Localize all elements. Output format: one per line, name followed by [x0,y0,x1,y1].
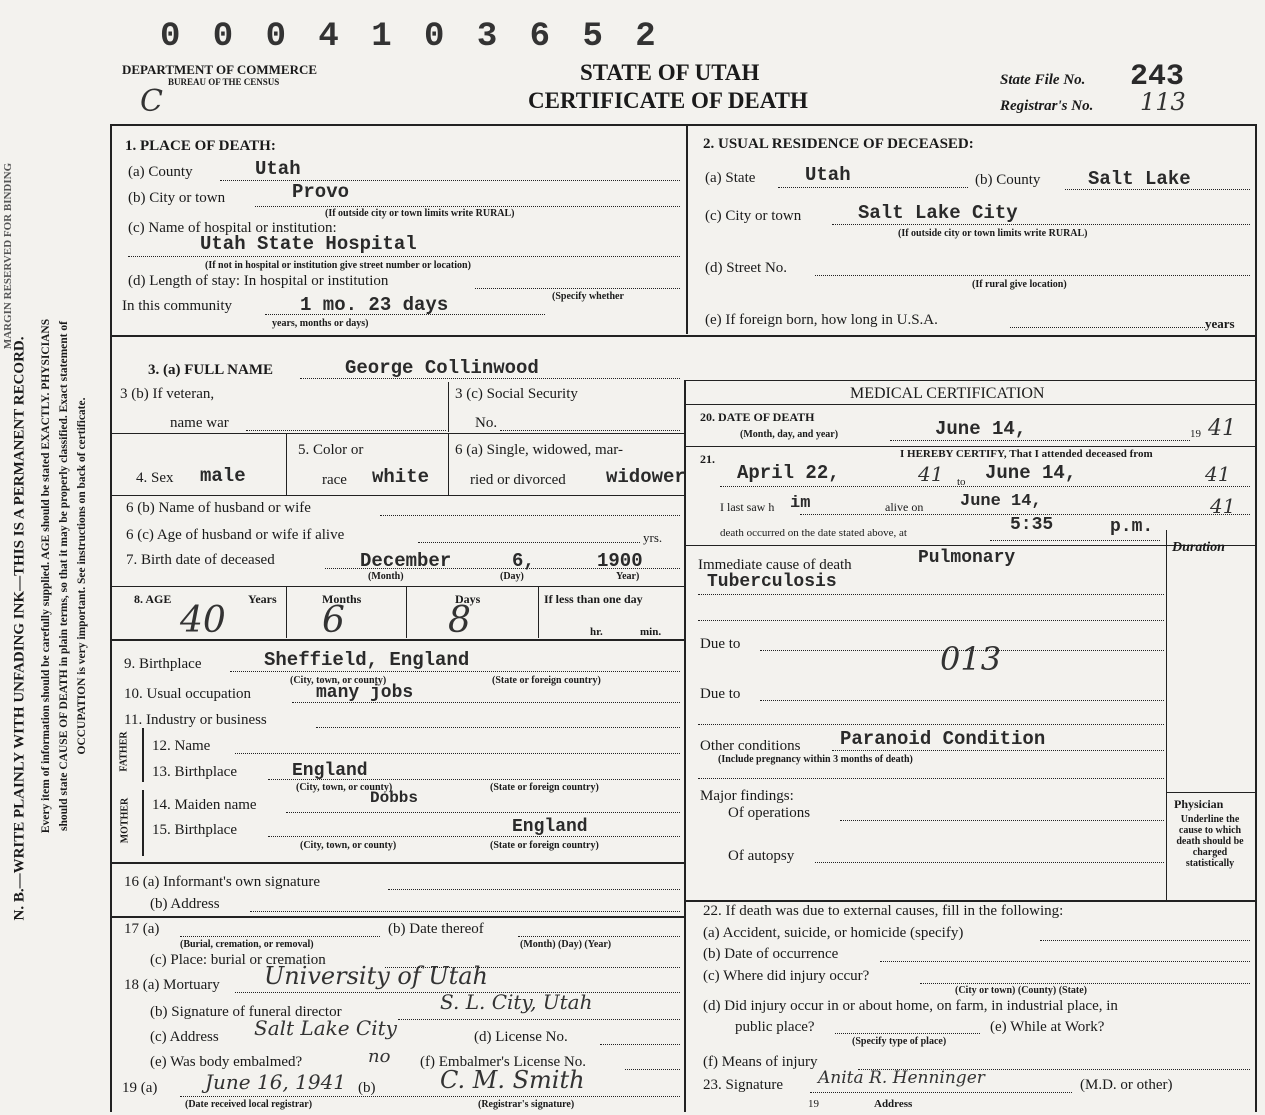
certify-number: 21. [700,452,715,466]
registrar-cap: (Registrar's signature) [478,1099,575,1110]
place-title: 1. PLACE OF DEATH: [125,138,276,154]
divider-row1 [110,335,1257,337]
mortuary-label: 18 (a) Mortuary [124,977,220,993]
social-security-label: 3 (c) Social Security [455,386,578,402]
underline-note: Underline the cause to which death should be charged statistically [1176,814,1244,869]
signature-address: Address [874,1098,913,1110]
father-birthplace-value: England [292,761,368,781]
father-name-label: 12. Name [152,738,211,754]
age-label: 8. AGE [134,592,172,606]
mortuary-value: University of Utah [264,962,489,990]
birth-month-cap: (Month) [368,571,404,582]
state-file-label: State File No. [1000,72,1086,88]
death-year: 41 [1208,416,1236,441]
last-saw-label: I last saw h [720,500,775,514]
physician-signature: Anita R. Henninger [818,1068,985,1088]
received-date: June 16, 1941 [205,1070,347,1094]
bureau-label: BUREAU OF THE CENSUS [168,77,280,87]
at-work-label: (e) While at Work? [990,1019,1105,1035]
war-label: name war [170,415,229,431]
burial-cap: (Burial, cremation, or removal) [180,939,314,950]
residence-years: years [1205,316,1235,331]
operations-label: Of operations [728,805,811,821]
place-specify: (Specify whether [552,291,624,302]
burial-date-label: (b) Date thereof [388,921,484,937]
other-conditions-note: (Include pregnancy within 3 months of death) [718,754,913,765]
residence-county-label: (b) County [975,172,1041,188]
father-city-cap: (City, town, or county) [296,782,393,793]
alive-date: June 14, [960,492,1042,511]
place-city-note: (If outside city or town limits write RURAL) [325,208,515,219]
occupation-label: 10. Usual occupation [124,686,252,702]
where-cap: (City or town) (County) (State) [955,985,1088,996]
attended-to-label: to [957,476,966,488]
burial-place-label: (c) Place: burial or cremation [150,952,326,968]
public-place-label: public place? [735,1019,815,1035]
place-stay-value: 1 mo. 23 days [300,294,449,316]
burial-mdy-cap: (Month) (Day) (Year) [520,939,612,950]
other-conditions-value: Paranoid Condition [840,728,1046,750]
attended-to-year: 41 [1205,462,1231,486]
attended-to: June 14, [985,462,1077,484]
registrar-signature: C. M. Smith [440,1066,585,1094]
handwritten-mark: C [140,84,163,119]
registrar-b-label: (b) [358,1080,376,1096]
document-title: CERTIFICATE OF DEATH [528,88,808,113]
place-community-label: In this community [122,298,232,314]
side-note-line4: OCCUPATION is very important. See instructions on back of certificate. [76,397,88,755]
age-months-value: 6 [322,600,345,641]
residence-city-value: Salt Lake City [858,202,1018,224]
death-pm: p.m. [1110,517,1154,537]
yrs-label: yrs. [643,530,663,545]
age-years-cap: Years [248,592,277,606]
divider-top [686,124,688,334]
external-causes-label: 22. If death was due to external causes, fill in the following: [703,903,1064,919]
social-security-no: No. [475,415,498,431]
place-county-label: (a) County [128,164,193,180]
age-months-cap: Months [322,592,362,606]
spouse-age-label: 6 (c) Age of husband or wife if alive [126,527,345,543]
sex-label: 4. Sex [136,470,174,486]
side-note-line2: Every item of information should be carefully supplied. AGE should be stated EXACTLY. PHYSICIANS [40,318,52,834]
department-label: DEPARTMENT OF COMMERCE [122,62,318,77]
received-label: 19 (a) [122,1080,158,1096]
signature-19: 19 [808,1098,819,1110]
physician-label: Physician [1174,797,1224,811]
registrar-number: 113 [1140,88,1186,116]
full-name-label: 3. (a) FULL NAME [148,362,273,378]
birthplace-value: Sheffield, England [264,649,470,671]
autopsy-label: Of autopsy [728,848,795,864]
specify-place-cap: (Specify type of place) [852,1036,947,1047]
place-county-value: Utah [255,158,301,180]
death-19: 19 [1190,428,1201,440]
duration-label: Duration [1172,540,1225,555]
frame-top [110,124,1257,126]
license-label: (d) License No. [474,1029,568,1045]
age-less-day: If less than one day [544,592,643,606]
age-days-value: 8 [448,600,471,641]
accident-label: (a) Accident, suicide, or homicide (specify) [703,925,964,941]
mortuary-address-label: (c) Address [150,1029,219,1045]
frame-left [110,124,112,1112]
mother-state-cap: (State or foreign country) [490,840,599,851]
mortuary-address-value: Salt Lake City [254,1016,397,1040]
birth-day-cap: (Day) [500,571,524,582]
side-note-main: N. B.—WRITE PLAINLY WITH UNFADING INK—THIS IS A PERMANENT RECORD. [11,336,28,921]
embalmed-label: (e) Was body embalmed? [150,1054,303,1070]
birthplace-city-cap: (City, town, or county) [290,675,387,686]
place-hospital-note: (If not in hospital or institution give street number or location) [205,260,471,271]
attended-from: April 22, [737,462,840,484]
mother-maiden-value: Dobbs [370,789,419,807]
death-date-value: June 14, [935,418,1027,440]
received-cap: (Date received local registrar) [185,1099,313,1110]
age-min: min. [640,626,662,638]
last-saw-him: im [790,494,811,513]
birthplace-label: 9. Birthplace [124,656,202,672]
side-note-line3: should state CAUSE OF DEATH in plain terms, so that it may be properly classified. Exact statement of [58,321,70,831]
occurrence-label: (b) Date of occurrence [703,946,839,962]
birth-day: 6, [512,550,535,572]
death-date-cap: (Month, day, and year) [740,429,839,440]
due-to-1: Due to [700,636,741,652]
birth-year: 1900 [597,550,643,572]
cause-value-2: Tuberculosis [707,572,837,592]
attended-from-year: 41 [918,462,944,486]
residence-city-note: (If outside city or town limits write RURAL) [898,228,1088,239]
certify-text: I HEREBY CERTIFY, That I attended deceased from [900,448,1153,460]
state-title: STATE OF UTAH [580,60,760,85]
birthplace-state-cap: (State or foreign country) [492,675,601,686]
burial-label: 17 (a) [124,921,160,937]
death-occurred-label: death occurred on the date stated above, at [720,527,907,539]
death-date-label: 20. DATE OF DEATH [700,410,815,424]
alive-on-label: alive on [885,500,924,514]
residence-county-value: Salt Lake [1088,168,1191,190]
age-years-value: 40 [180,600,226,641]
occupation-value: many jobs [316,683,414,703]
residence-state-value: Utah [805,164,851,186]
mother-label: MOTHER [119,797,131,844]
birth-year-cap: Year) [616,571,640,582]
age-hr: hr. [590,626,603,638]
residence-city-label: (c) City or town [705,208,802,224]
medical-title: MEDICAL CERTIFICATION [850,385,1045,402]
place-hospital-label: (c) Name of hospital or institution: [128,220,337,236]
funeral-director-signature: S. L. City, Utah [440,990,593,1014]
full-name-value: George Collinwood [345,357,539,379]
cause-value-1: Pulmonary [918,548,1016,568]
father-label: FATHER [118,731,130,772]
due-to-2: Due to [700,686,741,702]
mother-maiden-label: 14. Maiden name [152,797,257,813]
state-file-number: 243 [1130,60,1185,94]
alive-year: 41 [1210,494,1236,518]
funeral-director-label: (b) Signature of funeral director [150,1004,342,1020]
mother-city-cap: (City, town, or county) [300,840,397,851]
industry-label: 11. Industry or business [124,712,267,728]
embalmed-value: no [368,1046,391,1067]
veteran-label: 3 (b) If veteran, [120,386,215,402]
embalmer-label: (f) Embalmer's License No. [420,1054,586,1070]
place-stay-label: (d) Length of stay: In hospital or institution [128,273,389,289]
informant-label: 16 (a) Informant's own signature [124,874,320,890]
spouse-label: 6 (b) Name of husband or wife [126,500,311,516]
cause-code: 013 [940,640,1002,678]
means-label: (f) Means of injury [703,1054,818,1070]
place-hospital-value: Utah State Hospital [200,233,417,255]
did-injury-label: (d) Did injury occur in or about home, on farm, in industrial place, in [703,998,1118,1014]
place-city-value: Provo [292,181,350,203]
marital-label: 6 (a) Single, widowed, mar- [455,442,623,458]
residence-title: 2. USUAL RESIDENCE OF DECEASED: [703,136,974,152]
frame-right [1255,124,1257,1112]
color-label: 5. Color or [298,442,364,458]
other-conditions-label: Other conditions [700,738,801,754]
mother-birthplace-label: 15. Birthplace [152,822,237,838]
place-specify2: years, months or days) [272,318,369,329]
age-days-cap: Days [455,592,481,606]
informant-address-label: (b) Address [150,896,220,912]
death-time: 5:35 [1010,515,1054,535]
side-note-margin: MARGIN RESERVED FOR BINDING [2,162,14,350]
birth-date-label: 7. Birth date of deceased [126,552,275,568]
registrar-label: Registrar's No. [1000,98,1094,114]
md-label: (M.D. or other) [1080,1077,1173,1093]
signature-label: 23. Signature [703,1077,783,1093]
serial-number: 0 0 0 4 1 0 3 6 5 2 [160,18,662,56]
residence-foreign-label: (e) If foreign born, how long in U.S.A. [705,312,938,328]
residence-state-label: (a) State [705,170,756,186]
major-findings-label: Major findings: [700,788,794,804]
marital-value: widower [606,466,686,488]
birth-month: December [360,550,452,572]
divider-main [684,380,686,1112]
father-state-cap: (State or foreign country) [490,782,599,793]
residence-street-note: (If rural give location) [972,279,1067,290]
race-label: race [322,472,347,488]
sex-value: male [200,465,246,487]
cause-label: Immediate cause of death [698,557,852,573]
father-birthplace-label: 13. Birthplace [152,764,237,780]
residence-street-label: (d) Street No. [705,260,788,276]
mother-birthplace-value: England [512,817,588,837]
marital-label2: ried or divorced [470,472,566,488]
race-value: white [372,466,430,488]
place-city-label: (b) City or town [128,190,226,206]
where-injury-label: (c) Where did injury occur? [703,968,870,984]
